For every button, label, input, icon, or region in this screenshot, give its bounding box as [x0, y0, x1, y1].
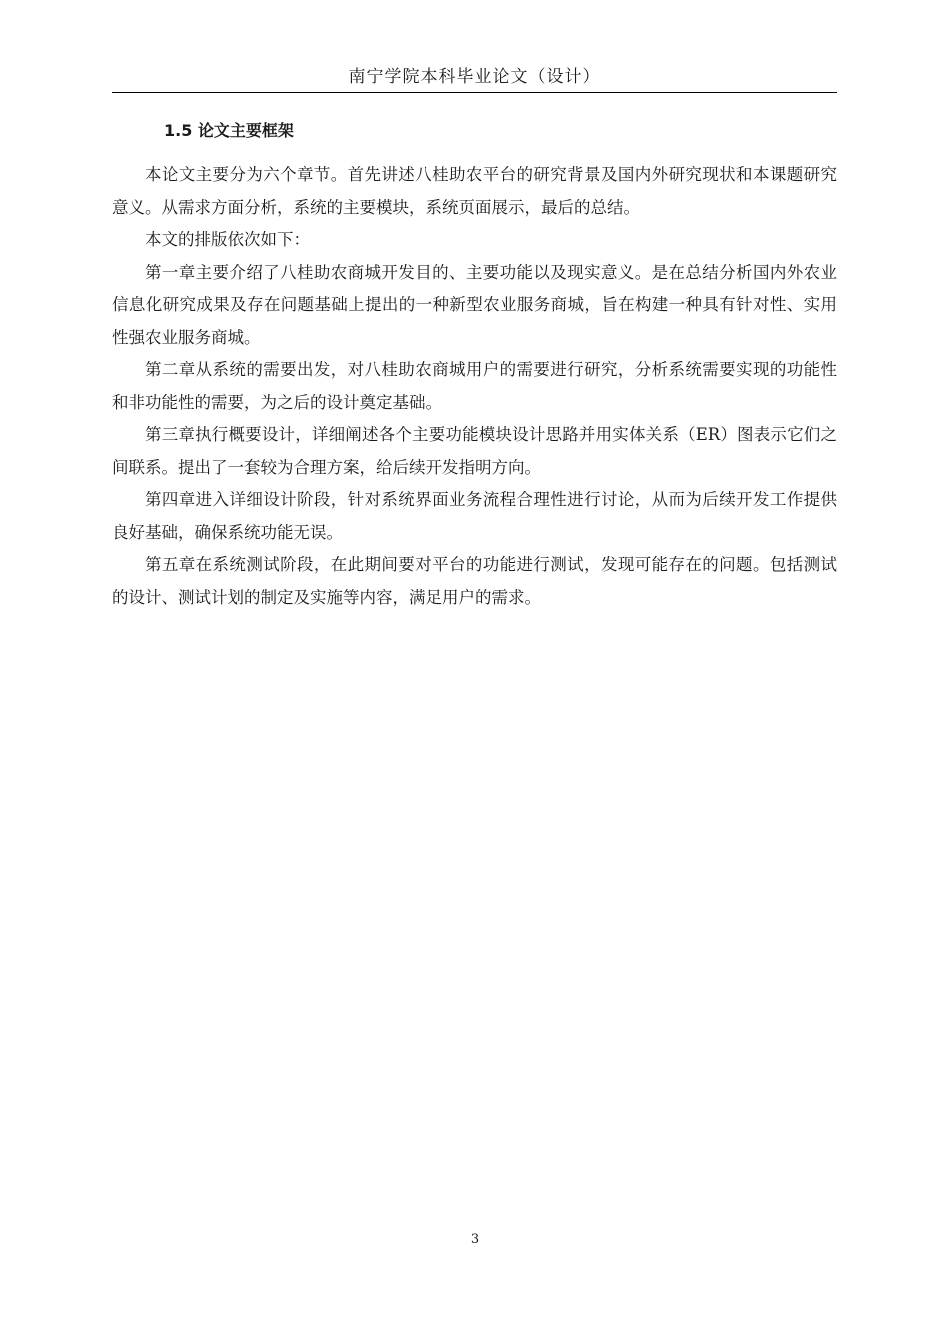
page-header: 南宁学院本科毕业论文（设计） — [112, 62, 837, 93]
paragraph-overview: 本论文主要分为六个章节。首先讲述八桂助农平台的研究背景及国内外研究现状和本课题研究意义。从需求方面分析，系统的主要模块，系统页面展示，最后的总结。 — [112, 165, 837, 217]
page-number: 3 — [470, 1232, 480, 1247]
paragraph-chapter-4: 第四章进入详细设计阶段，针对系统界面业务流程合理性进行讨论，从而为后续开发工作提供良好基础，确保系统功能无误。 — [112, 490, 837, 542]
section-title: 1.5 论文主要框架 — [164, 121, 294, 140]
paragraph-chapter-5: 第五章在系统测试阶段，在此期间要对平台的功能进行测试，发现可能存在的问题。包括测试的设计、测试计划的制定及实施等内容，满足用户的需求。 — [112, 555, 837, 607]
paragraph-chapter-3: 第三章执行概要设计，详细阐述各个主要功能模块设计思路并用实体关系（ER）图表示它们之间联系。提出了一套较为合理方案，给后续开发指明方向。 — [112, 425, 837, 477]
paragraph-chapter-1: 第一章主要介绍了八桂助农商城开发目的、主要功能以及现实意义。是在总结分析国内外农业信息化研究成果及存在问题基础上提出的一种新型农业服务商城，旨在构建一种具有针对性、实用性强农业服务商城。 — [112, 262, 837, 347]
paragraph-layout-intro: 本文的排版依次如下： — [145, 230, 310, 249]
paragraph-chapter-2: 第二章从系统的需要出发，对八桂助农商城用户的需要进行研究，分析系统需要实现的功能性和非功能性的需要，为之后的设计奠定基础。 — [112, 360, 837, 412]
page-content — [112, 113, 837, 614]
